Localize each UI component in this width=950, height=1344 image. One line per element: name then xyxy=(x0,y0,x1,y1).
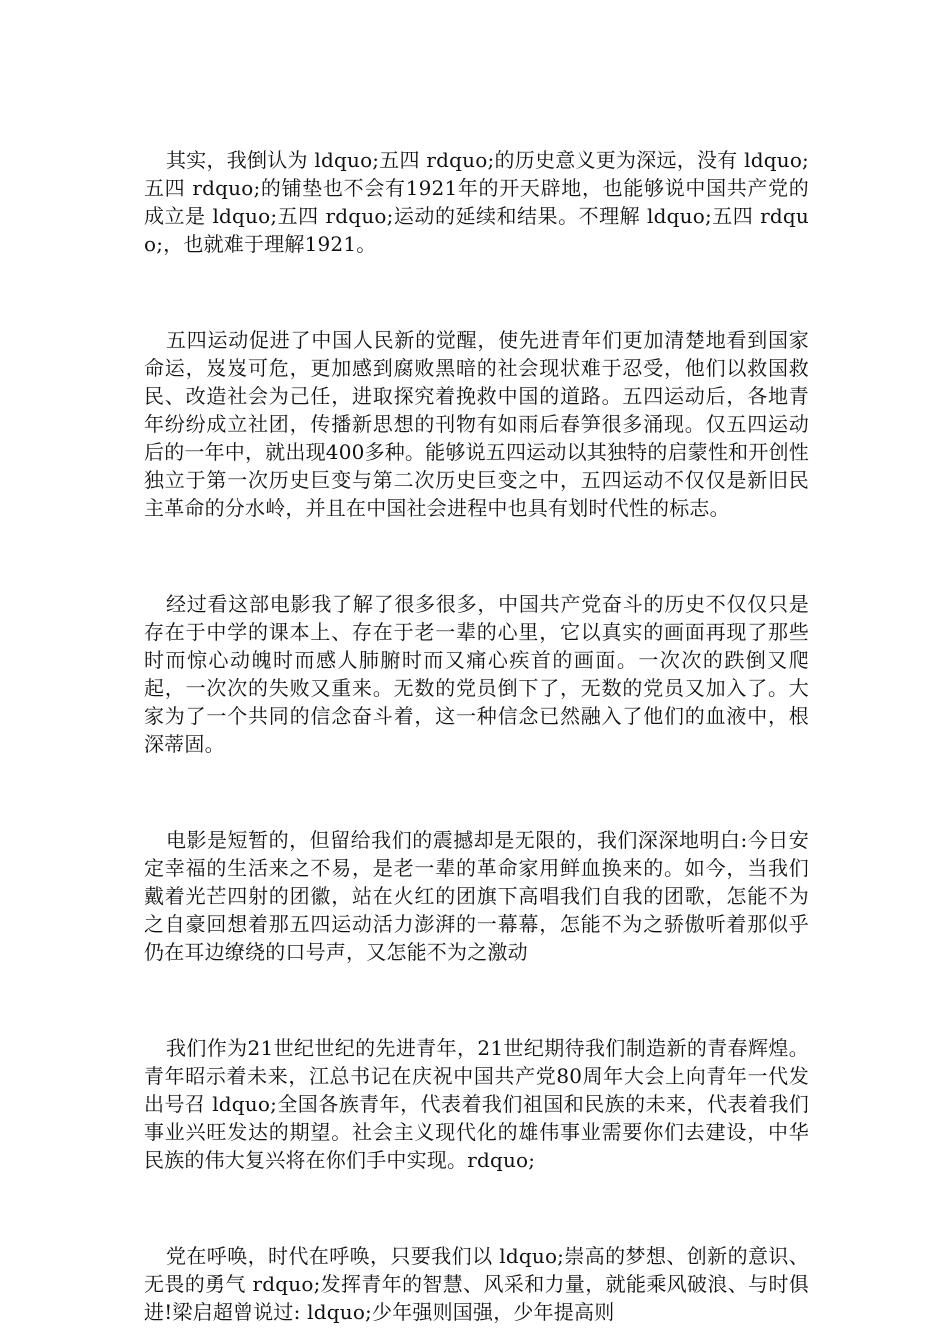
paragraph-2: 五四运动促进了中国人民新的觉醒，使先进青年们更加清楚地看到国家命运，岌岌可危，更加感到腐败黑暗的社会现状难于忍受，他们以救国救民、改造社会为己任，进取探究着挽救中国的道路。五四运动后，各地青年纷纷成立社团，传播新思想的刊物有如雨后春笋很多涌现。仅五四运动后的一年中，就出现400多种。能够说五四运动以其独特的启蒙性和开创性独立于第一次历史巨变与第二次历史巨变之中，五四运动不仅仅是新旧民主革命的分水岭，并且在中国社会进程中也具有划时代性的标志。 xyxy=(144,328,809,520)
document-body xyxy=(144,146,809,1326)
paragraph-4: 电影是短暂的，但留给我们的震撼却是无限的，我们深深地明白:今日安定幸福的生活来之不易，是老一辈的革命家用鲜血换来的。如今，当我们戴着光芒四射的团徽，站在火红的团旗下高唱我们自我的团歌，怎能不为之自豪回想着那五四运动活力澎湃的一幕幕，怎能不为之骄傲听着那似乎仍在耳边缭绕的口号声，又怎能不为之激动 xyxy=(144,828,809,964)
paragraph-5: 我们作为21世纪世纪的先进青年，21世纪期待我们制造新的青春辉煌。青年昭示着未来，江总书记在庆祝中国共产党80周年大会上向青年一代发出号召 ldquo;全国各族青年，代表着我们祖国和民族的未来，代表着我们事业兴旺发达的期望。社会主义现代化的雄伟事业需要你们去建设，中华民族的伟大复兴将在你们手中实现。rdquo; xyxy=(144,1036,809,1172)
paragraph-6: 党在呼唤，时代在呼唤，只要我们以 ldquo;崇高的梦想、创新的意识、无畏的勇气 rdquo;发挥青年的智慧、风采和力量，就能乘风破浪、与时俱进!梁启超曾说过: ldquo;少年强则国强，少年提高则 xyxy=(144,1244,809,1324)
paragraph-3: 经过看这部电影我了解了很多很多，中国共产党奋斗的历史不仅仅只是存在于中学的课本上、存在于老一辈的心里，它以真实的画面再现了那些时而惊心动魄时而感人肺腑时而又痛心疾首的画面。一次次的跌倒又爬起，一次次的失败又重来。无数的党员倒下了，无数的党员又加入了。大家为了一个共同的信念奋斗着，这一种信念已然融入了他们的血液中，根深蒂固。 xyxy=(144,592,809,756)
paragraph-1: 其实，我倒认为 ldquo;五四 rdquo;的历史意义更为深远，没有 ldquo;五四 rdquo;的铺垫也不会有1921年的开天辟地，也能够说中国共产党的成立是 ldquo;五四 rdquo;运动的延续和结果。不理解 ldquo;五四 rdquo;，也就难于理解1921。 xyxy=(144,148,809,256)
